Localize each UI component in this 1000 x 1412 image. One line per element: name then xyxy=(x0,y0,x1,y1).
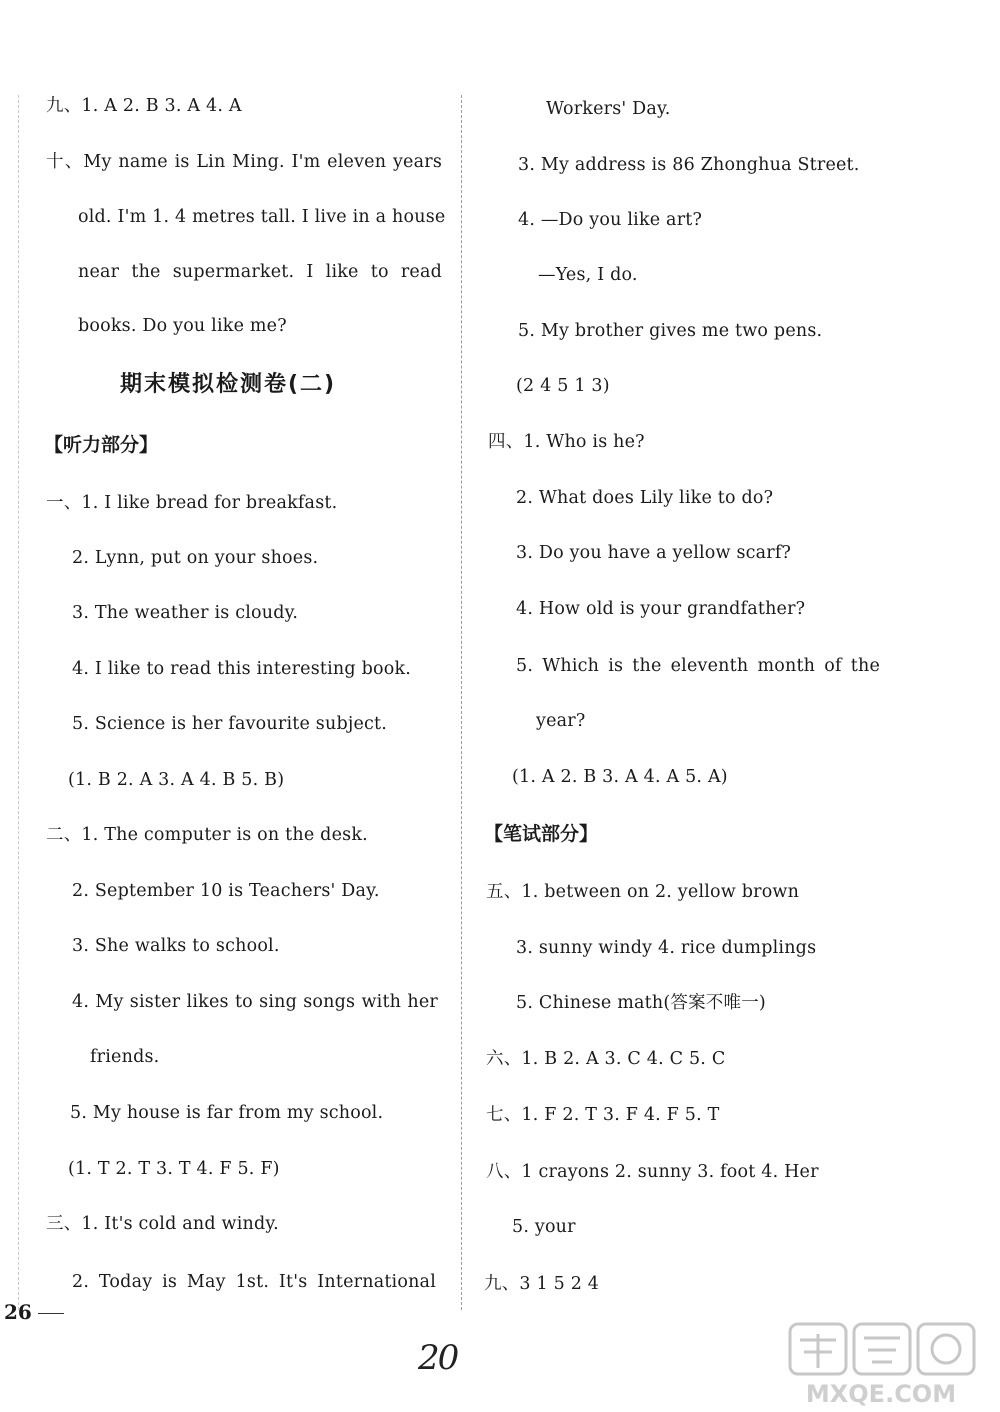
answer-line: 3. My address is 86 Zhonghua Street. xyxy=(518,155,860,175)
page-number: 26 xyxy=(4,1300,32,1324)
answer-line: 4. I like to read this interesting book. xyxy=(72,659,412,679)
answer-line: 5. My brother gives me two pens. xyxy=(518,321,823,341)
answer-line: (2 4 5 1 3) xyxy=(516,376,610,396)
answer-line: 一、1. I like bread for breakfast. xyxy=(46,493,338,513)
answer-line: Workers' Day. xyxy=(546,99,671,119)
answer-line: year? xyxy=(536,711,586,731)
answer-line: 4. How old is your grandfather? xyxy=(516,599,806,619)
watermark-logo xyxy=(768,1318,994,1410)
answer-line: 5. My house is far from my school. xyxy=(70,1103,384,1123)
answer-line: 5. Science is her favourite subject. xyxy=(72,714,388,734)
answer-line: 3. Do you have a yellow scarf? xyxy=(516,543,792,563)
answer-line: 三、1. It's cold and windy. xyxy=(46,1214,279,1234)
answer-line: near the supermarket. I like to read xyxy=(78,262,442,282)
answer-line: 六、1. B 2. A 3. C 4. C 5. C xyxy=(486,1049,726,1069)
answer-line: old. I'm 1. 4 metres tall. I live in a house xyxy=(78,207,446,227)
answer-line: 五、1. between on 2. yellow brown xyxy=(486,882,800,902)
answer-line: (1. B 2. A 3. A 4. B 5. B) xyxy=(68,770,285,790)
answer-line: friends. xyxy=(90,1047,160,1067)
section-heading-written: 【笔试部分】 xyxy=(484,823,599,845)
watermark-text: MXQE.COM xyxy=(805,1380,957,1408)
answer-line: 5. your xyxy=(512,1217,576,1237)
answer-line: 3. sunny windy 4. rice dumplings xyxy=(516,938,817,958)
answer-line: 二、1. The computer is on the desk. xyxy=(46,825,368,845)
section-heading-listening: 【听力部分】 xyxy=(44,434,159,456)
answer-line: (1. T 2. T 3. T 4. F 5. F) xyxy=(68,1159,280,1179)
column-divider xyxy=(461,95,462,1310)
answer-line: books. Do you like me? xyxy=(78,316,287,336)
answer-line: 3. The weather is cloudy. xyxy=(72,603,299,623)
answer-line: 3. She walks to school. xyxy=(72,936,280,956)
answer-line: 2. September 10 is Teachers' Day. xyxy=(72,881,380,901)
answer-line: (1. A 2. B 3. A 4. A 5. A) xyxy=(512,767,728,787)
left-margin-rule xyxy=(18,95,19,1310)
answer-line: 十、My name is Lin Ming. I'm eleven years xyxy=(46,152,442,172)
answer-line: 四、1. Who is he? xyxy=(488,432,645,452)
answer-line: 八、1 crayons 2. sunny 3. foot 4. Her xyxy=(486,1162,819,1182)
handwritten-mark: 20 xyxy=(418,1338,458,1378)
answer-line: 4. My sister likes to sing songs with her xyxy=(72,992,438,1012)
answer-line: 4. —Do you like art? xyxy=(518,210,703,230)
answer-line: 5. Which is the eleventh month of the xyxy=(516,656,880,676)
answer-line: 七、1. F 2. T 3. F 4. F 5. T xyxy=(486,1105,720,1125)
answer-line: 九、3 1 5 2 4 xyxy=(484,1274,600,1294)
answer-line: 5. Chinese math(答案不唯一) xyxy=(516,993,766,1013)
answer-line: 2. Lynn, put on your shoes. xyxy=(72,548,319,568)
page-title: 期末模拟检测卷(二) xyxy=(120,372,337,397)
answer-line: —Yes, I do. xyxy=(538,265,638,285)
answer-line: 2. What does Lily like to do? xyxy=(516,488,774,508)
answer-line: 2. Today is May 1st. It's International xyxy=(72,1272,436,1292)
answer-line: 九、1. A 2. B 3. A 4. A xyxy=(46,96,242,116)
page-number-dash xyxy=(38,1313,64,1314)
